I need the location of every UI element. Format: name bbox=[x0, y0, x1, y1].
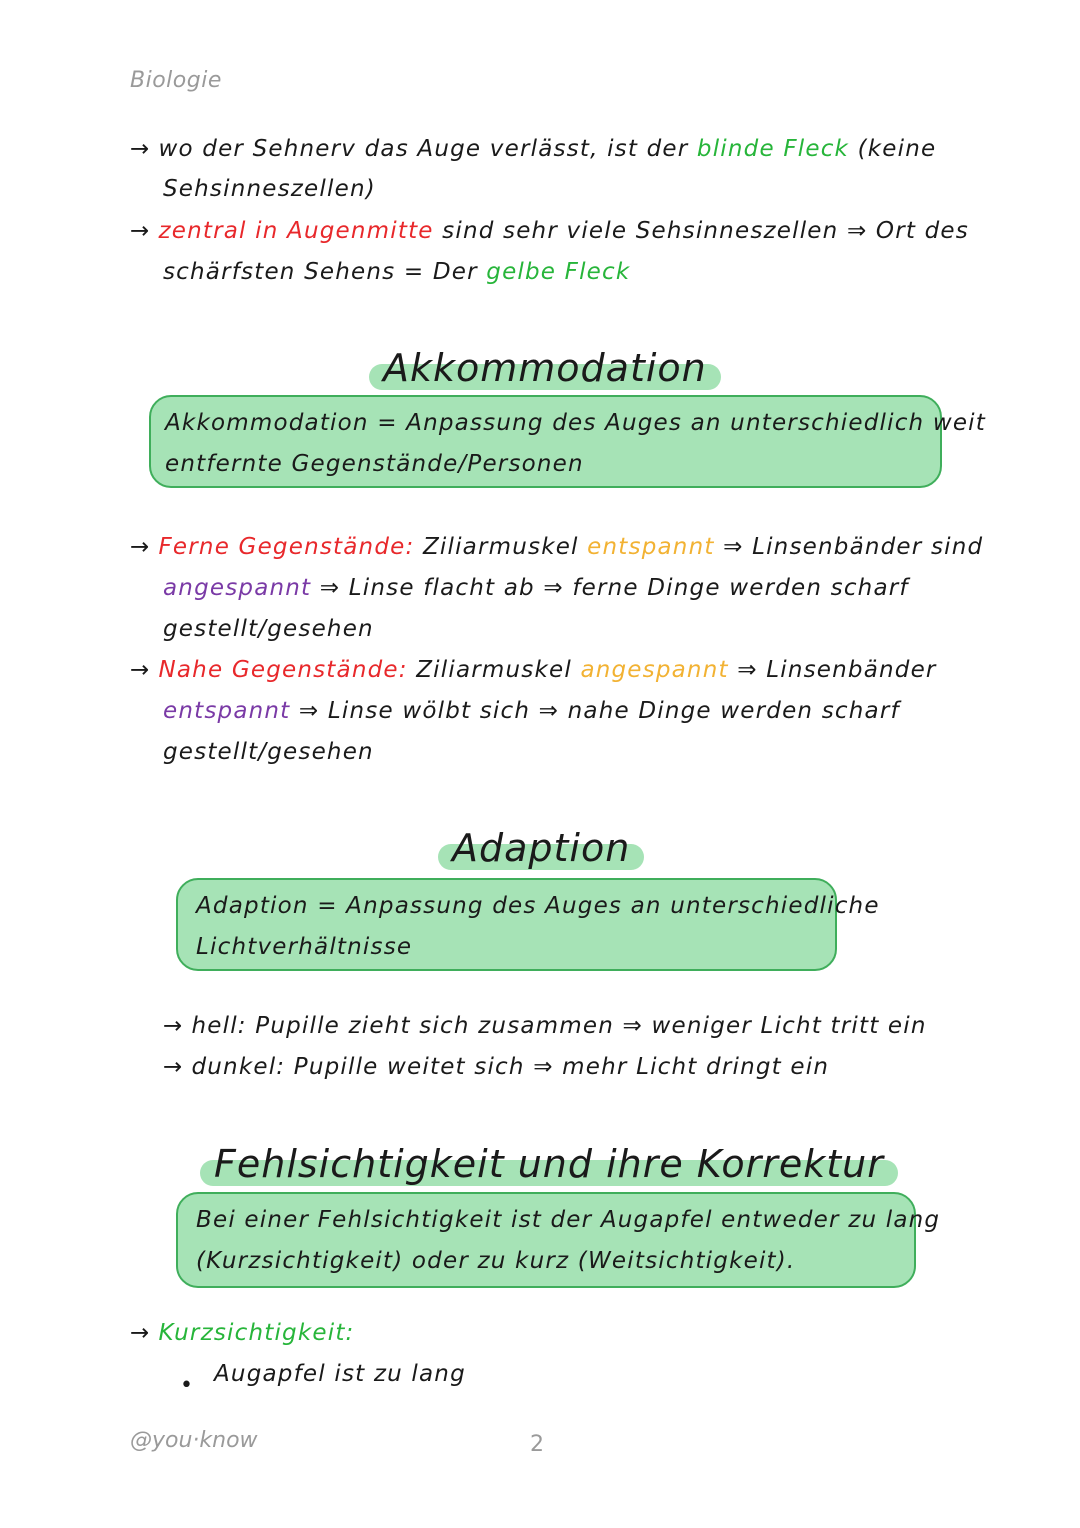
nahe-line-3: gestellt/gesehen bbox=[163, 739, 374, 765]
nahe-label: Nahe Gegenstände: bbox=[158, 657, 408, 683]
intro-line-3 bbox=[130, 215, 969, 247]
heading-text: Adaption bbox=[452, 826, 631, 870]
text: Ziliarmuskel bbox=[414, 534, 588, 560]
text: Ziliarmuskel bbox=[407, 657, 581, 683]
arrow-icon: → bbox=[130, 534, 151, 560]
bullet-icon: • bbox=[180, 1373, 193, 1398]
arrow-icon: → bbox=[130, 136, 151, 162]
ferne-line-2 bbox=[163, 572, 909, 604]
text: schärfsten Sehens = Der bbox=[163, 259, 487, 285]
intro-line-1 bbox=[130, 133, 936, 165]
definition-line-2: (Kurzsichtigkeit) oder zu kurz (Weitsichtigkeit). bbox=[196, 1248, 796, 1274]
adaption-dunkel bbox=[163, 1051, 829, 1083]
arrow-icon: → bbox=[163, 1013, 184, 1039]
text: ⇒ Linsenbänder sind bbox=[714, 534, 984, 560]
kurzsichtigkeit-bullet: Augapfel ist zu lang bbox=[214, 1361, 466, 1387]
definition-box-adaption bbox=[176, 878, 880, 971]
heading-text: Akkommodation bbox=[383, 346, 707, 390]
nahe-line-2 bbox=[163, 695, 900, 727]
kurzsichtigkeit-label: Kurzsichtigkeit: bbox=[158, 1320, 355, 1346]
text: sind sehr viele Sehsinneszellen ⇒ Ort des bbox=[433, 218, 969, 244]
adaption-hell bbox=[163, 1010, 927, 1042]
intro-line-4 bbox=[163, 256, 630, 288]
heading-akkommodation bbox=[383, 348, 707, 388]
arrow-icon: → bbox=[130, 657, 151, 683]
subject-label: Biologie bbox=[130, 68, 222, 93]
term-blinde-fleck: blinde Fleck bbox=[696, 136, 850, 162]
heading-fehlsichtigkeit bbox=[214, 1144, 884, 1184]
text: hell: Pupille zieht sich zusammen ⇒ weniger Licht tritt ein bbox=[191, 1013, 927, 1039]
arrow-icon: → bbox=[163, 1054, 184, 1080]
ferne-line-1 bbox=[130, 531, 983, 563]
ferne-label: Ferne Gegenstände: bbox=[158, 534, 415, 560]
definition-box-fehlsichtigkeit bbox=[176, 1192, 941, 1288]
heading-adaption bbox=[452, 828, 630, 868]
definition-line-2: entfernte Gegenstände/Personen bbox=[165, 451, 584, 477]
arrow-icon: → bbox=[130, 218, 151, 244]
definition-line-1: Akkommodation = Anpassung des Auges an unterschiedlich weit bbox=[165, 410, 986, 436]
term-entspannt: entspannt bbox=[587, 534, 715, 560]
intro-line-2: Sehsinneszellen) bbox=[163, 176, 376, 202]
text: wo der Sehnerv das Auge verlässt, ist der bbox=[158, 136, 697, 162]
definition-box-akkommodation bbox=[149, 395, 986, 488]
text: ⇒ Linsenbänder bbox=[728, 657, 937, 683]
definition-line-2: Lichtverhältnisse bbox=[196, 934, 413, 960]
author-handle: @you·know bbox=[130, 1428, 258, 1453]
term-zentral: zentral in Augenmitte bbox=[158, 218, 434, 244]
text: (keine bbox=[849, 136, 937, 162]
text: ⇒ Linse flacht ab ⇒ ferne Dinge werden scharf bbox=[311, 575, 909, 601]
ferne-line-3: gestellt/gesehen bbox=[163, 616, 374, 642]
heading-text: Fehlsichtigkeit und ihre Korrektur bbox=[214, 1142, 884, 1186]
definition-line-1: Bei einer Fehlsichtigkeit ist der Augapfel entweder zu lang bbox=[196, 1207, 941, 1233]
arrow-icon: → bbox=[130, 1320, 151, 1346]
definition-line-1: Adaption = Anpassung des Auges an unterschiedliche bbox=[196, 893, 880, 919]
term-gelbe-fleck: gelbe Fleck bbox=[486, 259, 631, 285]
kurzsichtigkeit-line bbox=[130, 1317, 355, 1349]
page-number: 2 bbox=[530, 1432, 544, 1457]
text: dunkel: Pupille weitet sich ⇒ mehr Licht dringt ein bbox=[191, 1054, 830, 1080]
text: ⇒ Linse wölbt sich ⇒ nahe Dinge werden scharf bbox=[290, 698, 900, 724]
term-entspannt: entspannt bbox=[163, 698, 291, 724]
term-angespannt: angespannt bbox=[580, 657, 729, 683]
term-angespannt: angespannt bbox=[163, 575, 312, 601]
nahe-line-1 bbox=[130, 654, 937, 686]
